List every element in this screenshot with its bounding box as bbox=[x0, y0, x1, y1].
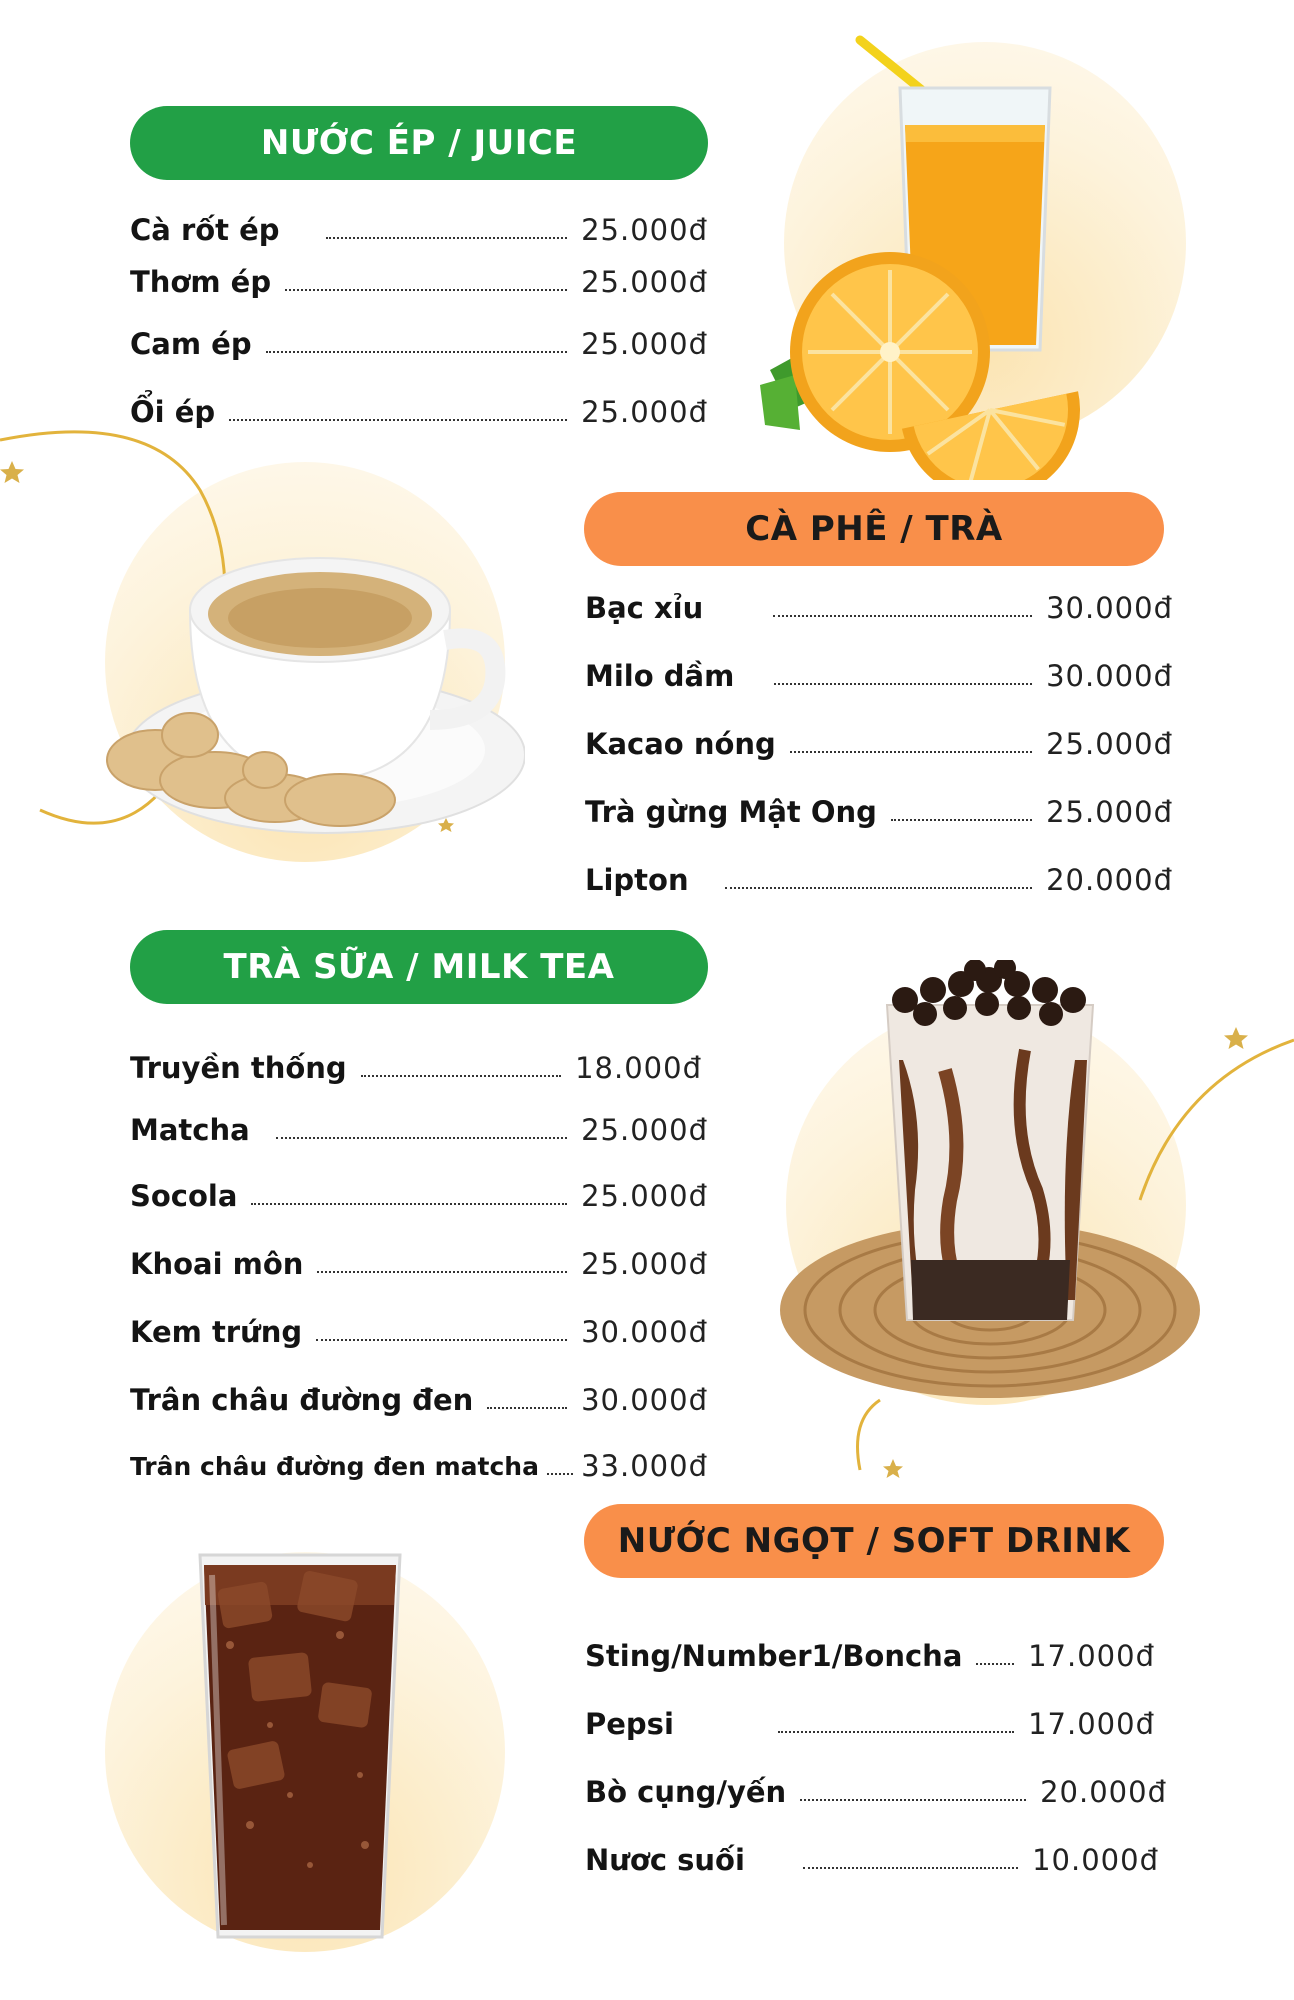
menu-item bbox=[130, 260, 708, 304]
item-price: 17.000đ bbox=[1028, 1707, 1155, 1741]
dot-leader bbox=[547, 1473, 573, 1475]
juice-section-title: NƯỚC ÉP / JUICE bbox=[260, 123, 578, 163]
item-name: Cam ép bbox=[130, 327, 252, 361]
item-price: 17.000đ bbox=[1028, 1639, 1155, 1673]
item-name: Cà rốt ép bbox=[130, 213, 280, 247]
menu-item bbox=[585, 1770, 1167, 1814]
item-price: 25.000đ bbox=[581, 213, 708, 247]
dot-leader bbox=[774, 683, 1032, 685]
dot-leader bbox=[725, 887, 1032, 889]
menu-item bbox=[585, 1838, 1159, 1882]
dot-leader bbox=[316, 1339, 567, 1341]
item-price: 10.000đ bbox=[1032, 1843, 1159, 1877]
star-icon bbox=[0, 461, 24, 483]
coffee-tea-section-header bbox=[584, 492, 1164, 566]
soft-drink-section-header bbox=[584, 1504, 1164, 1578]
menu-item bbox=[130, 1378, 708, 1422]
item-name: Bò cụng/yến bbox=[585, 1775, 787, 1809]
dot-leader bbox=[778, 1731, 1014, 1733]
item-price: 18.000đ bbox=[575, 1051, 702, 1085]
menu-item bbox=[130, 322, 708, 366]
menu-item bbox=[585, 722, 1173, 766]
dot-leader bbox=[326, 237, 568, 239]
item-name: Bạc xỉu bbox=[585, 591, 704, 625]
item-price: 25.000đ bbox=[581, 1113, 708, 1147]
dot-leader bbox=[361, 1075, 561, 1077]
item-price: 33.000đ bbox=[581, 1449, 708, 1483]
gold-arc-bottom bbox=[858, 1400, 881, 1470]
dot-leader bbox=[773, 615, 1032, 617]
menu-item bbox=[130, 1174, 708, 1218]
menu-item bbox=[130, 208, 708, 252]
star-icon bbox=[1224, 1027, 1248, 1049]
dot-leader bbox=[317, 1271, 567, 1273]
item-price: 30.000đ bbox=[581, 1315, 708, 1349]
item-name: Milo dầm bbox=[585, 659, 735, 693]
item-name: Sting/Number1/Boncha bbox=[585, 1639, 963, 1673]
item-name: Matcha bbox=[130, 1113, 250, 1147]
item-name: Trà gừng Mật Ong bbox=[585, 795, 877, 829]
menu-item bbox=[130, 1108, 708, 1152]
milk-tea-section-header bbox=[130, 930, 708, 1004]
item-name: Trân châu đường đen matcha bbox=[130, 1451, 539, 1481]
menu-item bbox=[130, 1242, 708, 1286]
menu-item bbox=[130, 390, 708, 434]
item-price: 25.000đ bbox=[1046, 727, 1173, 761]
item-name: Kem trứng bbox=[130, 1315, 303, 1349]
dot-leader bbox=[285, 289, 567, 291]
item-name: Pepsi bbox=[585, 1707, 674, 1741]
dot-leader bbox=[251, 1203, 567, 1205]
item-name: Kacao nóng bbox=[585, 727, 776, 761]
item-price: 30.000đ bbox=[1046, 591, 1173, 625]
dot-leader bbox=[800, 1799, 1026, 1801]
dot-leader bbox=[229, 419, 567, 421]
item-name: Truyền thống bbox=[130, 1051, 347, 1085]
item-name: Trân châu đường đen bbox=[130, 1383, 474, 1417]
menu-item bbox=[585, 586, 1173, 630]
menu-item bbox=[585, 1634, 1155, 1678]
item-price: 25.000đ bbox=[581, 265, 708, 299]
dot-leader bbox=[976, 1663, 1014, 1665]
item-name: Nươc suối bbox=[585, 1843, 745, 1877]
ginger-tea-icon bbox=[95, 530, 525, 850]
item-price: 30.000đ bbox=[581, 1383, 708, 1417]
item-price: 25.000đ bbox=[581, 1179, 708, 1213]
soft-drink-section-title: NƯỚC NGỌT / SOFT DRINK bbox=[617, 1521, 1131, 1561]
item-price: 25.000đ bbox=[581, 1247, 708, 1281]
item-price: 20.000đ bbox=[1046, 863, 1173, 897]
bubble-milk-tea-icon bbox=[775, 960, 1205, 1410]
dot-leader bbox=[803, 1867, 1018, 1869]
item-name: Thơm ép bbox=[130, 265, 272, 299]
item-price: 25.000đ bbox=[581, 327, 708, 361]
item-name: Socola bbox=[130, 1179, 238, 1213]
item-name: Ổi ép bbox=[130, 395, 216, 429]
item-price: 20.000đ bbox=[1040, 1775, 1167, 1809]
juice-section-header bbox=[130, 106, 708, 180]
menu-item bbox=[130, 1046, 702, 1090]
item-price: 30.000đ bbox=[1046, 659, 1173, 693]
dot-leader bbox=[487, 1407, 567, 1409]
menu-item bbox=[585, 654, 1173, 698]
item-name: Lipton bbox=[585, 863, 689, 897]
menu-item bbox=[585, 790, 1173, 834]
menu-item bbox=[130, 1310, 708, 1354]
dot-leader bbox=[891, 819, 1032, 821]
item-price: 25.000đ bbox=[1046, 795, 1173, 829]
milk-tea-section-title: TRÀ SỮA / MILK TEA bbox=[223, 947, 615, 987]
item-name: Khoai môn bbox=[130, 1247, 304, 1281]
coffee-tea-section-title: CÀ PHÊ / TRÀ bbox=[745, 509, 1003, 549]
dot-leader bbox=[790, 751, 1032, 753]
menu-item bbox=[585, 858, 1173, 902]
menu-item bbox=[585, 1702, 1155, 1746]
menu-item bbox=[130, 1444, 708, 1488]
item-price: 25.000đ bbox=[581, 395, 708, 429]
dot-leader bbox=[276, 1137, 567, 1139]
orange-juice-icon bbox=[740, 30, 1090, 480]
dot-leader bbox=[266, 351, 568, 353]
star-icon bbox=[883, 1459, 903, 1478]
cola-glass-icon bbox=[190, 1545, 410, 1945]
